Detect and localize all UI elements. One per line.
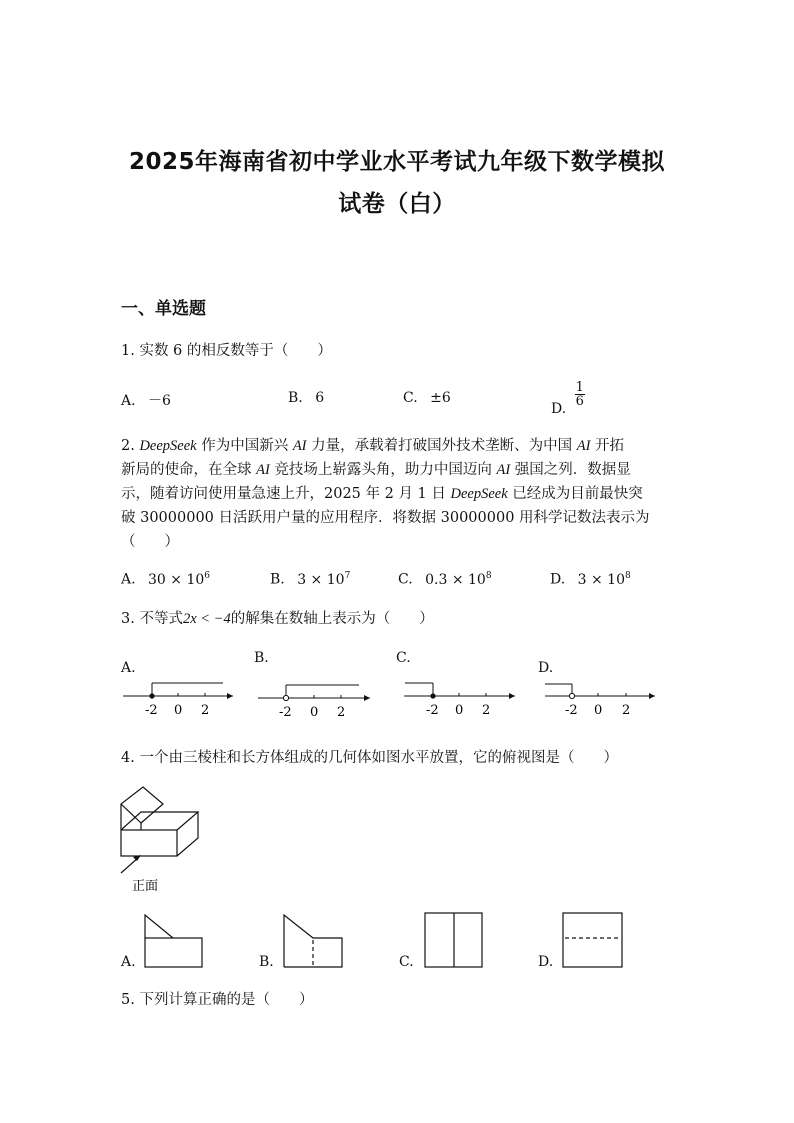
tick-label: 0 [174, 703, 183, 718]
number-line-b [258, 685, 370, 720]
text: 3. 不等式 [121, 611, 183, 627]
text: 已经成为目前最快突 [507, 486, 643, 502]
q1-option-b [288, 390, 324, 406]
section-heading: 一、单选题 [121, 299, 206, 319]
q2-line-4: 破 30000000 日活跃用户量的应用程序．将数据 30000000 用科学记数法表示为 [121, 510, 650, 526]
option-value: 3 × 10 [577, 571, 625, 588]
front-label: 正面 [132, 879, 159, 894]
term-ai: AI [576, 438, 591, 454]
number-line-c [404, 683, 515, 718]
tick-label: 2 [201, 703, 210, 718]
term-deepseek: DeepSeek [139, 438, 197, 454]
option-label: D. [551, 400, 567, 417]
term-ai: AI [292, 438, 307, 454]
tick-label: 2 [337, 705, 346, 720]
q4-solid-figure [110, 783, 220, 898]
q2-option-b [270, 571, 350, 588]
text: 力量，承载着打破国外技术垄断、为中国 [306, 438, 577, 454]
q3-option-c-label: C. [396, 650, 411, 666]
q1-option-c [403, 390, 451, 406]
text: 新局的使命，在全球 [121, 462, 257, 478]
tick-label: 0 [455, 703, 464, 718]
text: 示，随着访问使用量急速上升，2025 年 2 月 1 日 [121, 486, 451, 502]
q4-option-b-label: B. [259, 954, 274, 970]
text: 作为中国新兴 [196, 438, 293, 454]
fraction-numerator: 1 [575, 380, 584, 395]
number-line-d [545, 684, 655, 718]
q2-line-5: （ ） [121, 534, 179, 550]
option-label: C. [398, 571, 413, 588]
q4-view-options [0, 905, 794, 975]
text: 开拓 [590, 438, 625, 454]
q1-option-a [121, 390, 171, 410]
option-label: A. [121, 393, 136, 409]
q2-line-1 [121, 434, 681, 458]
term-ai: AI [256, 462, 270, 478]
text: 的解集在数轴上表示为（ ） [230, 611, 434, 627]
option-value: 30 × 10 [148, 571, 205, 588]
q4-option-c-label: C. [399, 954, 414, 970]
option-label: B. [288, 390, 303, 406]
tick-label: 0 [594, 703, 603, 718]
option-value: 3 × 10 [297, 571, 345, 588]
exponent: 6 [204, 571, 211, 581]
q3-option-d-label: D. [538, 660, 554, 676]
tick-label: -2 [279, 705, 292, 720]
q2-option-a [121, 571, 210, 588]
page-title-line2: 试卷（白） [338, 191, 456, 217]
q3-option-b-label: B. [254, 650, 269, 666]
fraction-denominator: 6 [575, 394, 584, 409]
question-5-stem: 5. 下列计算正确的是（ ） [121, 992, 314, 1008]
exponent: 8 [485, 571, 492, 581]
option-value: 0.3 × 10 [425, 571, 486, 588]
q2-line-3 [121, 482, 681, 506]
tick-label: 2 [622, 703, 631, 718]
question-3-stem [121, 607, 434, 631]
q1-option-d [551, 380, 585, 417]
text: 竞技场上崭露头角，助力中国迈向 [269, 462, 497, 478]
option-value: 6 [315, 390, 325, 406]
view-option-b [284, 915, 342, 967]
q4-option-a-label: A. [121, 954, 136, 970]
tick-label: -2 [426, 703, 439, 718]
exponent: 7 [344, 571, 351, 581]
view-option-c [425, 913, 482, 967]
q3-number-lines [0, 670, 794, 725]
question-1-stem: 1. 实数 6 的相反数等于（ ） [121, 343, 332, 359]
number-line-a [123, 683, 233, 718]
tick-label: -2 [145, 703, 158, 718]
q-number: 2. [121, 438, 135, 454]
q4-option-d-label: D. [538, 954, 554, 970]
exponent: 8 [625, 571, 631, 581]
q3-option-a-label: A. [121, 660, 136, 676]
question-2-stem [121, 434, 681, 554]
tick-label: 0 [310, 705, 319, 720]
page-title-line1: 2025年海南省初中学业水平考试九年级下数学模拟 [128, 149, 665, 175]
view-option-a [145, 915, 202, 967]
inequality: 2x < −4 [182, 611, 231, 627]
fraction [575, 381, 585, 408]
option-value: －6 [148, 393, 171, 409]
tick-label: 2 [482, 703, 491, 718]
q2-option-d [550, 571, 631, 588]
tick-label: -2 [565, 703, 578, 718]
option-label: D. [550, 571, 566, 588]
option-value: ±6 [430, 390, 451, 406]
option-label: A. [121, 571, 136, 588]
q2-line-2 [121, 458, 681, 482]
q2-option-c [398, 571, 492, 588]
term-deepseek: DeepSeek [450, 486, 508, 502]
question-4-stem: 4. 一个由三棱柱和长方体组成的几何体如图水平放置，它的俯视图是（ ） [121, 750, 618, 766]
view-option-d [563, 913, 622, 967]
option-label: C. [403, 390, 418, 406]
option-label: B. [270, 571, 285, 588]
term-ai: AI [496, 462, 511, 478]
text: 强国之列．数据显 [510, 462, 631, 478]
